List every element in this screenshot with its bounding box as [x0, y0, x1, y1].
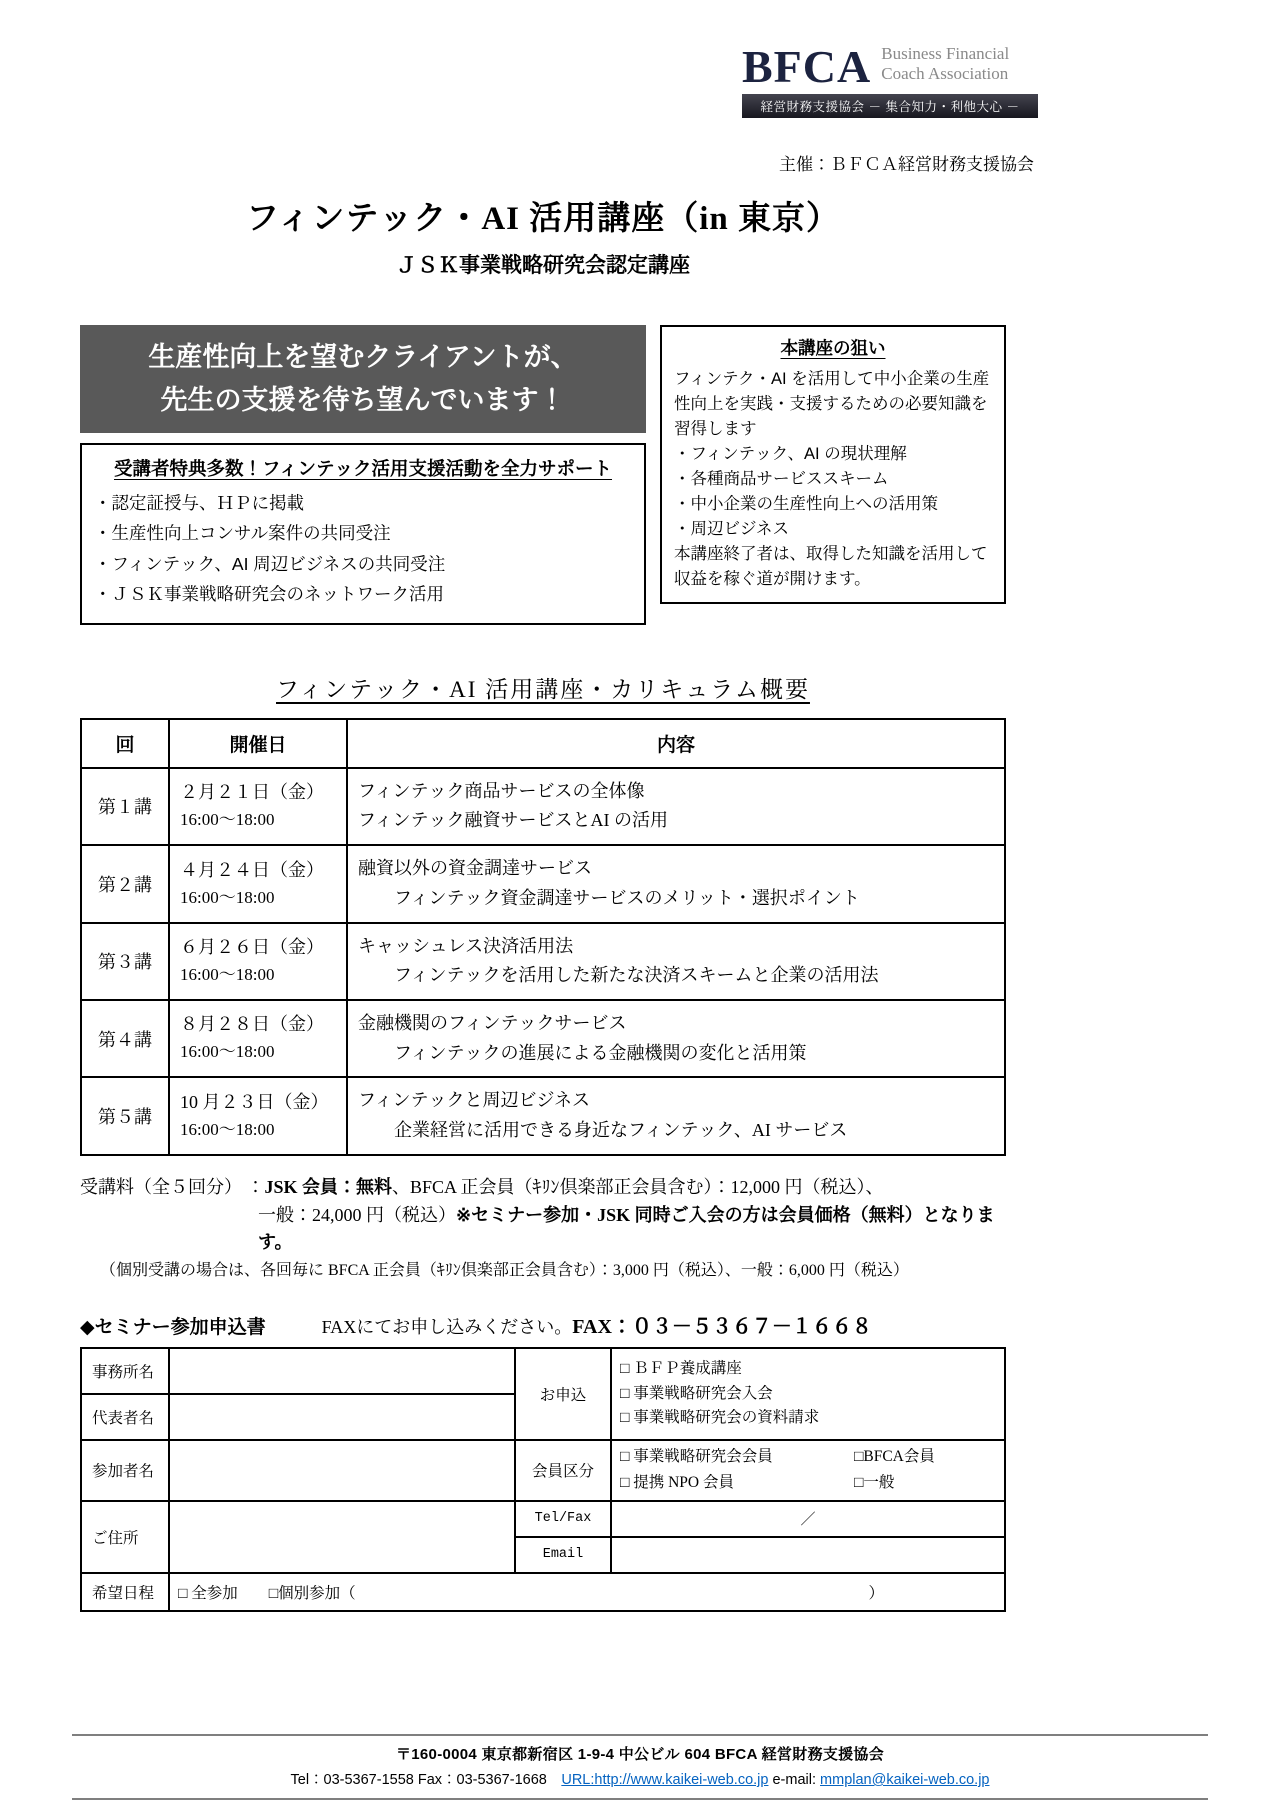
- session-date-text: ８月２８日（金）: [180, 1014, 324, 1035]
- checkbox-npo-member[interactable]: □ 提携 NPO 会員: [620, 1474, 734, 1492]
- curriculum-row: [81, 768, 1005, 845]
- curriculum-header-row: [81, 719, 1005, 768]
- form-row-address1: [81, 1501, 1005, 1537]
- session-date: [169, 768, 347, 845]
- catch-banner-line2: 先生の支援を待ち望んでいます！: [160, 385, 566, 416]
- catch-banner-line1: 生産性向上を望むクライアントが、: [148, 342, 578, 372]
- session-date: [169, 1077, 347, 1154]
- footer-email-link[interactable]: mmplan@kaikei-web.co.jp: [820, 1772, 990, 1788]
- benefits-box: [80, 443, 646, 624]
- logo-org-line2: Coach Association: [881, 64, 1009, 84]
- session-content: [347, 1000, 1005, 1077]
- logo-org-line1: Business Financial: [881, 44, 1010, 63]
- organizer-line: 主催：ＢＦＣＡ経営財務支援協会: [779, 155, 1034, 174]
- representative-input[interactable]: [169, 1394, 515, 1440]
- fees-line2-note: ※セミナー参加・JSK 同時ご入会の方は会員価格（無料）となります。: [258, 1204, 995, 1253]
- fees-line1-prefix: 受講料（全５回分） ：: [80, 1176, 265, 1197]
- session-date: [169, 923, 347, 1000]
- logo-acronym: BFCA: [742, 41, 872, 93]
- session-time: 16:00～18:00: [180, 887, 275, 907]
- email-label: Email: [515, 1537, 611, 1573]
- fees-line1-rest: 、BFCA 正会員（ｷﾘﾝ倶楽部正会員含む）：12,000 円（税込）、: [392, 1176, 884, 1197]
- application-header: [80, 1310, 1006, 1339]
- bfca-logo: [742, 41, 1038, 118]
- schedule-paren-close: ）: [868, 1584, 884, 1602]
- session-time: 16:00～18:00: [180, 964, 275, 984]
- application-table: [80, 1347, 1006, 1612]
- curriculum-row: [81, 923, 1005, 1000]
- email-input[interactable]: [611, 1537, 1005, 1573]
- form-row-schedule: [81, 1573, 1005, 1611]
- curriculum-row: [81, 1077, 1005, 1154]
- session-content-line2: フィンテックを活用した新たな決済スキームと企業の活用法: [358, 965, 879, 986]
- session-no: 第２講: [81, 845, 169, 922]
- fees-line3: （個別受講の場合は、各回毎に BFCA 正会員（ｷﾘﾝ倶楽部正会員含む）：3,000 円（税込）、一般：6,000 円（税込）: [100, 1262, 909, 1280]
- page-title: フィンテック・AI 活用講座（in 東京）: [245, 201, 841, 237]
- session-content-line2: フィンテックの進展による金融機関の変化と活用策: [358, 1042, 807, 1063]
- checkbox-jsk-materials[interactable]: □ 事業戦略研究会の資料請求: [620, 1409, 820, 1427]
- address-input[interactable]: [169, 1501, 515, 1573]
- fees-line1-jsk: JSK 会員：無料: [264, 1176, 393, 1197]
- session-date-text: ６月２６日（金）: [180, 937, 324, 958]
- office-name-input[interactable]: [169, 1348, 515, 1394]
- benefits-heading: 受講者特典多数！フィンテック活用支援活動を全力サポート: [113, 458, 613, 480]
- aim-item: ・周辺ビジネス: [674, 520, 790, 539]
- curriculum-table: [80, 718, 1006, 1156]
- session-content: [347, 768, 1005, 845]
- application-title: ◆セミナー参加申込書: [80, 1317, 266, 1339]
- session-time: 16:00～18:00: [180, 1119, 275, 1139]
- session-content: [347, 845, 1005, 922]
- session-content-line1: 金融機関のフィンテックサービス: [358, 1012, 627, 1033]
- session-no: 第３講: [81, 923, 169, 1000]
- session-no: 第４講: [81, 1000, 169, 1077]
- page-subtitle: ＪＳＫ事業戦略研究会認定講座: [396, 254, 690, 277]
- benefits-item: ・生産性向上コンサル案件の共同受注: [94, 523, 391, 544]
- aim-heading: 本講座の狙い: [780, 338, 886, 358]
- session-content-line2: フィンテック融資サービスとAI の活用: [358, 810, 669, 831]
- benefits-item: ・ＪＳＫ事業戦略研究会のネットワーク活用: [94, 583, 444, 604]
- aim-item: ・フィンテック、AI の現状理解: [674, 444, 907, 463]
- checkbox-jsk-join[interactable]: □ 事業戦略研究会入会: [620, 1384, 773, 1402]
- footer-tel-fax: Tel：03-5367-1558 Fax：03-5367-1668: [290, 1772, 562, 1788]
- fees-line2-general: 一般：24,000 円（税込）: [258, 1204, 456, 1225]
- checkbox-general[interactable]: □一般: [854, 1474, 895, 1492]
- col-header-session: 回: [81, 719, 169, 768]
- session-date-text: ４月２４日（金）: [180, 859, 324, 880]
- telfax-input[interactable]: ／: [611, 1501, 1005, 1537]
- session-content-line2: 企業経営に活用できる身近なフィンテック、AI サービス: [358, 1119, 848, 1140]
- checkbox-jsk-member[interactable]: □ 事業戦略研究会会員: [620, 1448, 773, 1466]
- apply-options-cell: [611, 1348, 1005, 1440]
- office-name-label: 事務所名: [81, 1348, 169, 1394]
- logo-tagline-bar: 経営財務支援協会 － 集合知力・利他大心 －: [742, 94, 1038, 118]
- fees-line1: [80, 1174, 1006, 1202]
- aim-outro: 本講座終了者は、取得した知識を活用して収益を稼ぐ道が開けます。: [674, 545, 988, 589]
- session-content-line1: キャッシュレス決済活用法: [358, 935, 574, 956]
- page-footer: [72, 1734, 1208, 1800]
- form-row-office: [81, 1348, 1005, 1394]
- session-content-line2: フィンテック資金調達サービスのメリット・選択ポイント: [358, 887, 860, 908]
- footer-url-link[interactable]: URL:http://www.kaikei-web.co.jp: [561, 1772, 769, 1788]
- checkbox-bfp-course[interactable]: □ ＢＦＰ養成講座: [620, 1359, 742, 1377]
- footer-email-prefix: e-mail:: [768, 1772, 821, 1788]
- checkbox-bfca-member[interactable]: □BFCA会員: [854, 1448, 935, 1466]
- session-content-line1: フィンテックと周辺ビジネス: [358, 1090, 591, 1111]
- session-date: [169, 1000, 347, 1077]
- aim-item: ・中小企業の生産性向上への活用策: [674, 494, 938, 513]
- checkbox-schedule-options[interactable]: □ 全参加 □個別参加（: [178, 1584, 356, 1602]
- col-header-date: 開催日: [169, 719, 347, 768]
- aim-box: [660, 325, 1006, 604]
- fees-section: [80, 1174, 1006, 1284]
- footer-address: 〒160-0004 東京都新宿区 1-9-4 中公ビル 604 BFCA 経営財務支援協会: [395, 1746, 885, 1763]
- representative-label: 代表者名: [81, 1394, 169, 1440]
- aim-item: ・各種商品サービススキーム: [674, 469, 889, 488]
- schedule-options-cell: [169, 1573, 1005, 1611]
- form-row-participant: [81, 1440, 1005, 1501]
- membership-options-cell: [611, 1440, 1005, 1501]
- session-time: 16:00～18:00: [180, 1042, 275, 1062]
- catch-banner: [80, 325, 646, 433]
- col-header-content: 内容: [347, 719, 1005, 768]
- session-content-line1: フィンテック商品サービスの全体像: [358, 780, 645, 801]
- session-date: [169, 845, 347, 922]
- participant-input[interactable]: [169, 1440, 515, 1501]
- aim-intro: フィンテク・AI を活用して中小企業の生産性向上を実践・支援するための必要知識を習得します: [674, 369, 990, 438]
- fees-line2: [80, 1202, 1006, 1258]
- session-date-text: ２月２１日（金）: [180, 782, 324, 803]
- membership-label: 会員区分: [515, 1440, 611, 1501]
- participant-label: 参加者名: [81, 1440, 169, 1501]
- schedule-label: 希望日程: [81, 1573, 169, 1611]
- logo-org-name: [881, 44, 1009, 89]
- intro-section: [80, 325, 1006, 625]
- curriculum-row: [81, 1000, 1005, 1077]
- session-content: [347, 923, 1005, 1000]
- session-no: 第１講: [81, 768, 169, 845]
- address-label: ご住所: [81, 1501, 169, 1573]
- telfax-label: Tel/Fax: [515, 1501, 611, 1537]
- benefits-item: ・フィンテック、AI 周辺ビジネスの共同受注: [94, 553, 446, 574]
- apply-label: お申込: [515, 1348, 611, 1440]
- session-date-text: 10 月２３日（金）: [180, 1091, 329, 1112]
- curriculum-heading: フィンテック・AI 活用講座・カリキュラム概要: [276, 676, 810, 702]
- session-time: 16:00～18:00: [180, 810, 275, 830]
- benefits-item: ・認定証授与、ＨＰに掲載: [94, 493, 304, 514]
- session-no: 第５講: [81, 1077, 169, 1154]
- session-content: [347, 1077, 1005, 1154]
- session-content-line1: 融資以外の資金調達サービス: [358, 858, 592, 879]
- application-fax-number: FAX：０３－５３６７－１６６８: [572, 1316, 872, 1339]
- footer-contact: [72, 1768, 1208, 1789]
- application-instruction: FAXにてお申し込みください。: [321, 1317, 573, 1338]
- curriculum-row: [81, 845, 1005, 922]
